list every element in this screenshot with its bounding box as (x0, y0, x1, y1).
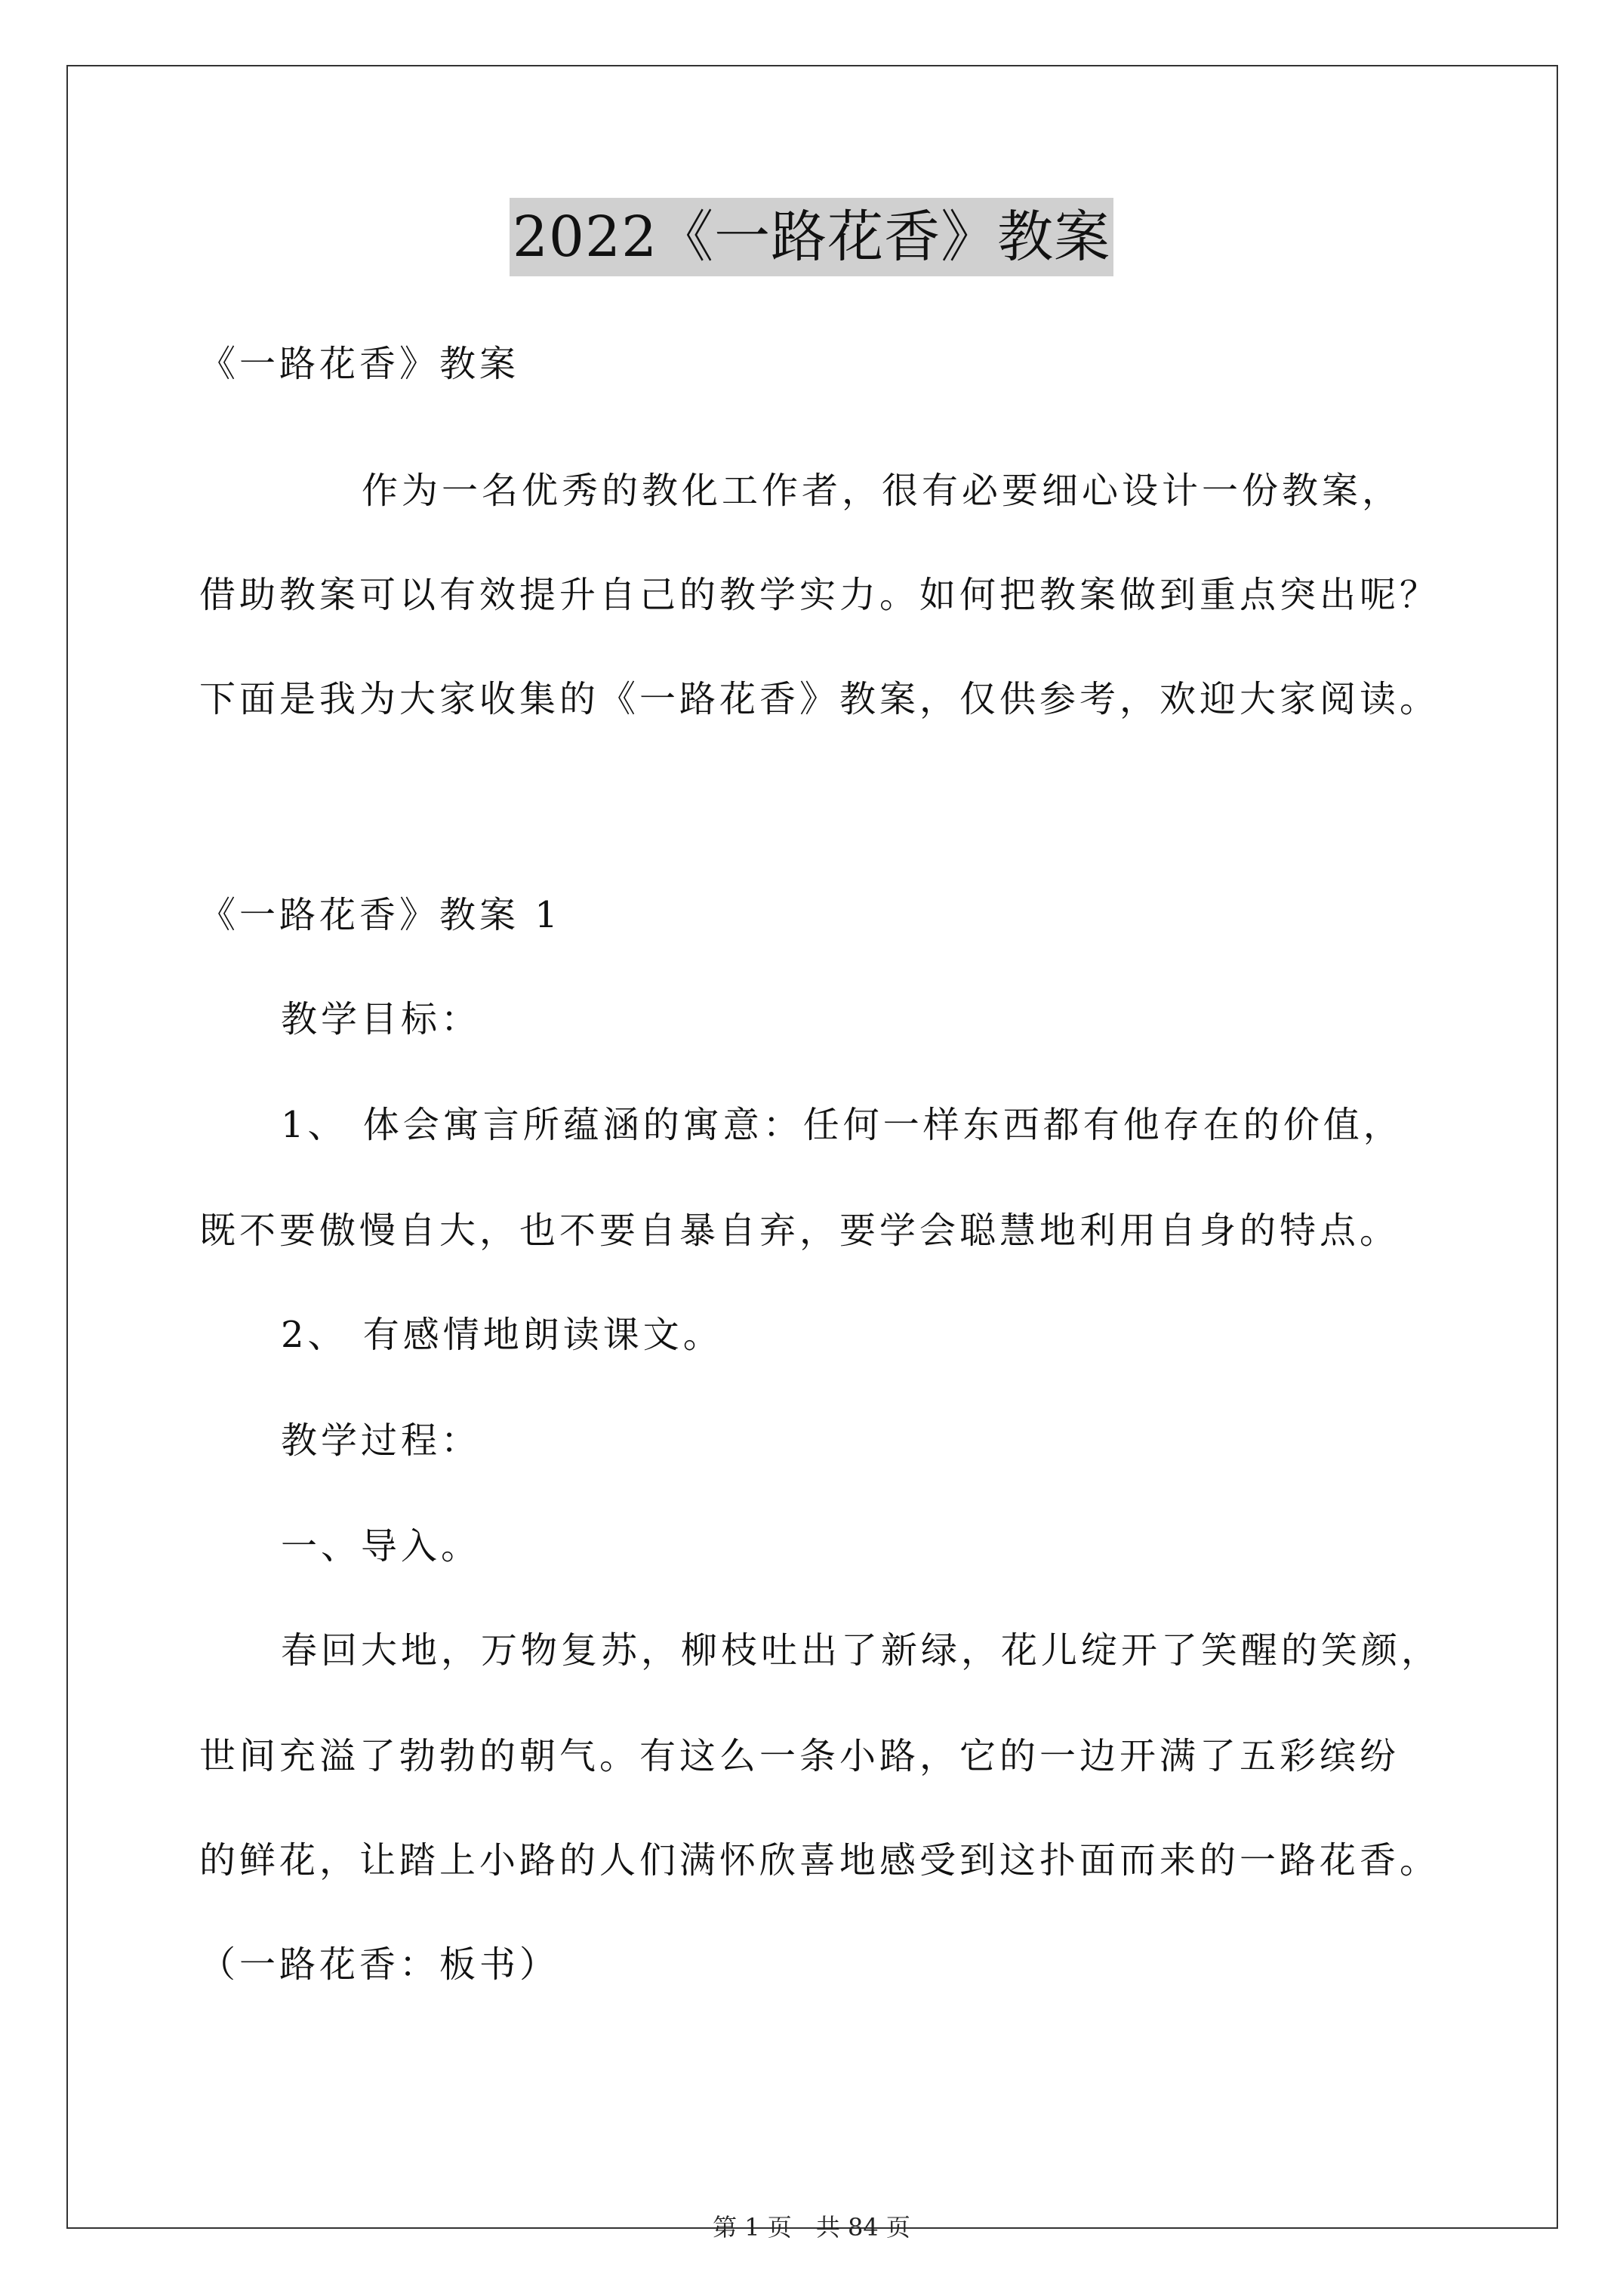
heading-line: 《一路花香》教案 (199, 343, 520, 385)
subheading: 教学过程： (281, 1419, 482, 1462)
subheading: 教学目标： (281, 998, 482, 1040)
document-title: 2022《一路花香》教案 (510, 198, 1113, 276)
subheading: 一、导入。 (281, 1525, 482, 1567)
paragraph-line: 下面是我为大家收集的《一路花香》教案，仅供参考，欢迎大家阅读。 (199, 678, 1440, 720)
paragraph-line: （一路花香：板书） (199, 1943, 560, 1986)
page-footer (0, 2212, 1623, 2242)
section-heading: 《一路花香》教案 1 (199, 894, 562, 936)
page-total: 共 84 页 (815, 2213, 910, 2242)
paragraph-line: 春回大地，万物复苏，柳枝吐出了新绿，花儿绽开了笑醒的笑颜， (281, 1629, 1442, 1672)
paragraph-line: 1、 体会寓言所蕴涵的寓意：任何一样东西都有他存在的价值， (281, 1104, 1403, 1146)
page-number: 第 1 页 (713, 2213, 792, 2242)
paragraph-line: 既不要傲慢自大，也不要自暴自弃，要学会聪慧地利用自身的特点。 (199, 1210, 1400, 1252)
paragraph-line: 2、 有感情地朗读课文。 (281, 1314, 723, 1356)
paragraph-line: 世间充溢了勃勃的朝气。有这么一条小路，它的一边开满了五彩缤纷 (199, 1735, 1400, 1777)
paragraph-line: 借助教案可以有效提升自己的教学实力。如何把教案做到重点突出呢？ (199, 574, 1440, 616)
paragraph-line: 的鲜花，让踏上小路的人们满怀欣喜地感受到这扑面而来的一路花香。 (199, 1839, 1440, 1881)
title-container (0, 198, 1623, 276)
paragraph-line: 作为一名优秀的教化工作者，很有必要细心设计一份教案， (362, 470, 1403, 512)
